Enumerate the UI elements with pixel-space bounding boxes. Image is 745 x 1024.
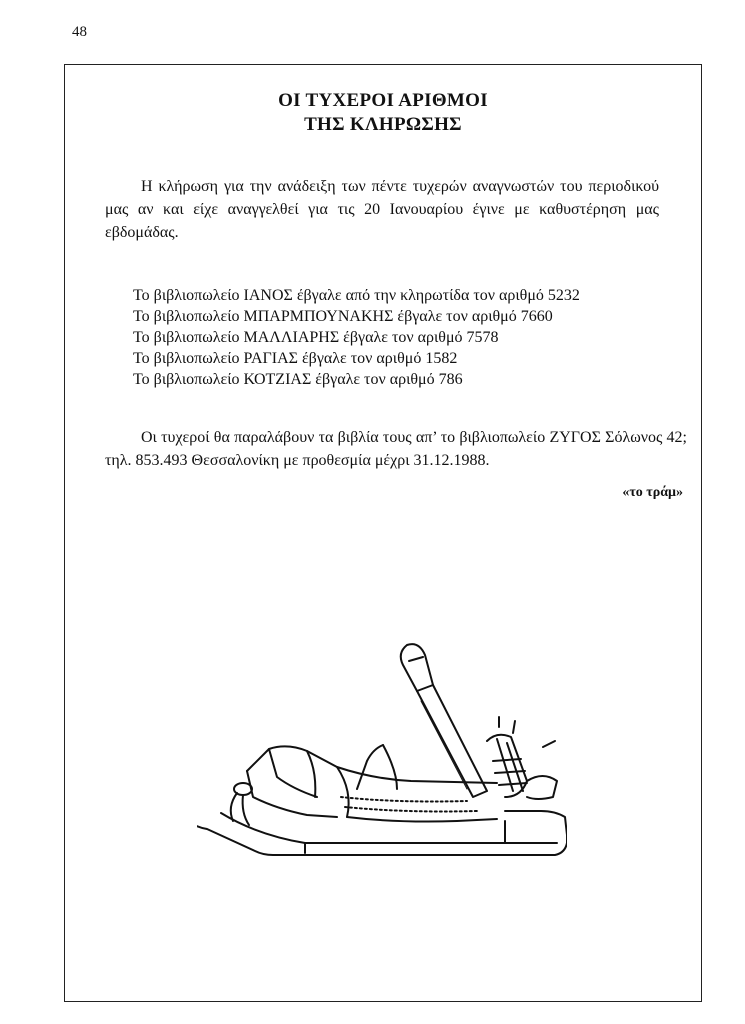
result-item: Το βιβλιοπωλείο ΜΑΛΛΙΑΡΗΣ έβγαλε τον αριθμό 7578 [133, 329, 499, 346]
result-item: Το βιβλιοπωλείο ΡΑΓΙΑΣ έβγαλε τον αριθμό 1582 [133, 350, 458, 367]
title-line-1: ΟΙ ΤΥΧΕΡΟΙ ΑΡΙΘΜΟΙ [278, 90, 488, 111]
article-frame [64, 64, 702, 1002]
book-on-cutting-board-illustration [197, 621, 567, 871]
result-item: Το βιβλιοπωλείο ΜΠΑΡΜΠΟΥΝΑΚΗΣ έβγαλε τον αριθμό 7660 [133, 308, 553, 325]
results-list [133, 285, 580, 390]
book-icon [247, 745, 497, 822]
result-item: Το βιβλιοπωλείο ΙΑΝΟΣ έβγαλε από την κληρωτίδα τον αριθμό 5232 [133, 287, 580, 304]
result-item: Το βιβλιοπωλείο ΚΟΤΖΙΑΣ έβγαλε τον αριθμό 786 [133, 371, 463, 388]
intro-paragraph: Η κλήρωση για την ανάδειξη των πέντε τυχερών αναγνωστών του περιοδικού μας αν και είχε αναγγελθεί για τις 20 Ιανουαρίου έγινε με καθυστέρηση μας εβδομάδας. [105, 178, 659, 241]
knife-icon [401, 644, 487, 797]
notice-paragraph: Οι τυχεροί θα παραλάβουν τα βιβλία τους απ’ το βιβλιοπωλείο ΖΥΓΟΣ Σόλωνος 42; τηλ. 853.493 Θεσσαλονίκη με προθεσμία μέχρι 31.12.1988. [105, 429, 687, 469]
page-number: 48 [72, 24, 87, 40]
article-title [65, 89, 701, 137]
signature: «το τράμ» [622, 485, 683, 500]
title-line-2: ΤΗΣ ΚΛΗΡΩΣΗΣ [304, 114, 462, 135]
